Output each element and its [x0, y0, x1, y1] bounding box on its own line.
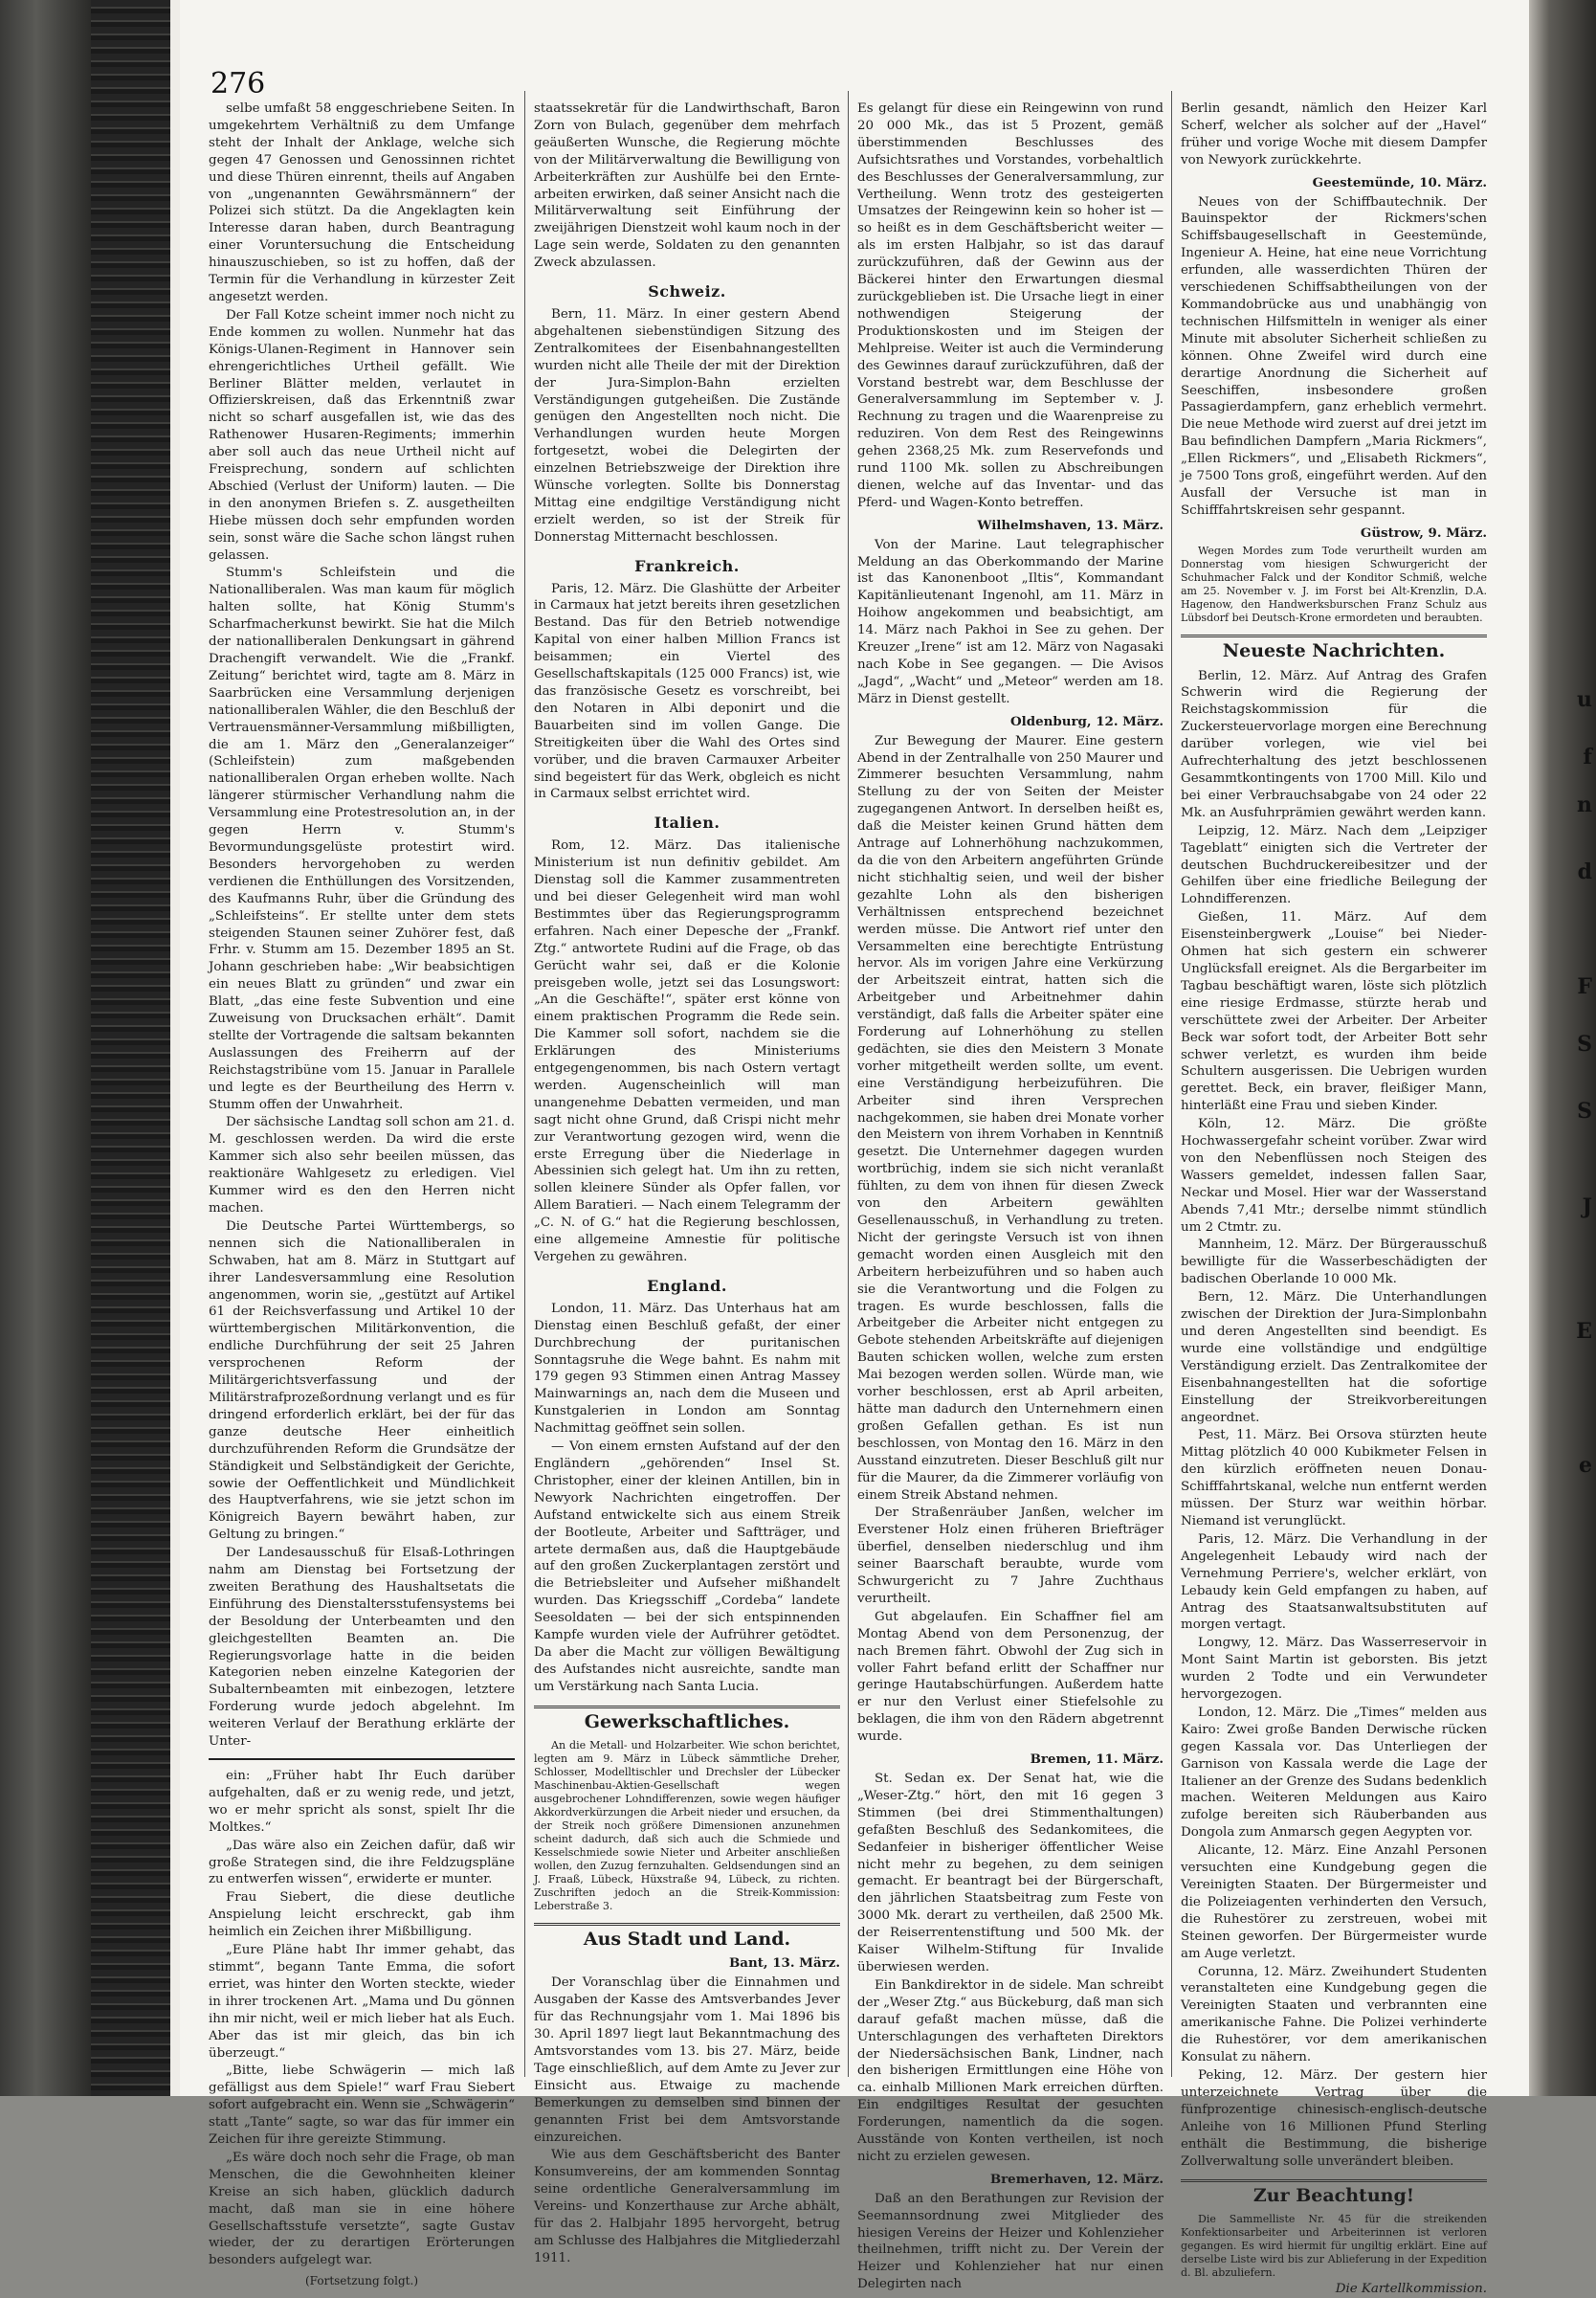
article-paragraph: Der Landesausschuß für Elsaß-Lothringen nahm am Dienstag bei Fortsetzung der zweiten Berathung des Haushaltsetats die Einführung des Dienstaltersstufensystems bei der Besoldung der Unterbeamten und den gleichgestellten Beamten an. Die Regierungsvorlage hatte in die beiden Kategorien neben einzelne Kategorien der Subalternbeamten mit einbezogen, letztere Forderung wurde jedoch abgelehnt. Im weiteren Verlauf der Berathung erklärte der Unter-	[209, 1546, 515, 1750]
article-paragraph: — Von einem ernsten Aufstand auf der den Engländern „gehörenden“ Insel St. Christopher, einer der kleinen Antillen, bin in Newyork Nachrichten eingetroffen. Der Aufstand entwickelte sich aus einem Streik der Bootleute, Arbeiter und Saftträger, und artete dermaßen aus, daß die Hauptgebäude auf den großen Zuckerplantagen zerstört und die Betriebsleiter und Aufseher mißhandelt wurden. Das Kriegsschiff „Cordeba“ landete Seesoldaten — bei der sich entspinnenden Kampfe wurden viele der Aufrührer getödtet. Da aber die Macht zur völligen Bewältigung des Aufstandes nicht ausreichte, sandte man um Verstärkung nach Santa Lucia.	[534, 1439, 840, 1694]
next-page-text-fragment: S	[1577, 1032, 1592, 1057]
small-print-notice: An die Metall- und Holzarbeiter. Wie schon berichtet, legten am 9. März in Lübeck sämmtliche Dreher, Schlosser, Modelltischler und Drechsler der Lübecker Maschinenbau-Aktien-Gesellschaft wegen ausgebrochener Lohndifferenzen, sowie wegen häufiger Akkordverkürzungen die Arbeit nieder und ersuchen, da der Streik noch größere Dimensionen anzunehmen scheint dadurch, daß sich auch die Schmiede und Kesselschmiede sowie Nieter und Arbeiter anschließen wollen, den Zuzug fernzuhalten. Geldsendungen sind an J. Fraaß, Lübeck, Hüxstraße 94, Lübeck, zu richten. Zuschriften jedoch an die Streik-Kommission: Leberstraße 3.	[534, 1738, 840, 1912]
article-paragraph: Corunna, 12. März. Zweihundert Studenten veranstalteten eine Kundgebung gegen die Vereinigten Staaten und verbrannten eine amerikanische Fahne. Die Polizei verhinderte die Ruhestörer, vor dem amerikanischen Konsulat zu nähern.	[1181, 1964, 1487, 2065]
article-paragraph: Paris, 12. März. Die Verhandlung in der Angelegenheit Lebaudy wird nach der Vernehmung Perriere's, welcher erklärt, von Lebaudy kein Geld empfangen zu haben, auf Antrag des Staatsanwaltsubstituten auf morgen vertagt.	[1181, 1531, 1487, 1633]
article-paragraph: Stumm's Schleifstein und die Nationalliberalen. Was man kaum für möglich halten sollte, hat König Stumm's Scharfmacherkunst bewirkt. Sie hat die Milch der nationalliberalen Denkungsart in gährend Drachengift verwandelt. Wie die „Frankf. Zeitung“ berichtet wird, tagte am 8. März in Saarbrücken eine Versammlung derjenigen nationalliberalen Wähler, die den Beschluß der Vertrauensmänner-Versammlung mißbilligten, die am 1. März den „Generalanzeiger“ (Schleifstein) zum maßgebenden nationalliberalen Organ erheben wollte. Nach längerer stürmischer Verhandlung nahm die Versammlung eine Protestresolution an, in der gegen Herrn v. Stumm's Bevormundungsgelüste protestirt wird. Besonders hervorgehoben zu werden verdienen die Enthüllungen des Vorsitzenden, des Kaufmanns Ruhr, über die Gründung des „Schleifsteins“. Er stellte unter dem stets steigenden Staunen seiner Zuhörer fest, daß Frhr. v. Stumm am 15. Dezember 1895 an St. Johann geschrieben habe: „Wir beabsichtigen ein neues Blatt zu gründen“ und zwar ein Blatt, „das eine feste Subvention und eine Zuweisung von Drucksachen erhält“. Damit stellte der Vortragende die saltsam bekannten Auslassungen des Freiherrn auf der Reichstagstribüne vom 15. Januar in Parallele und legte es der Beurtheilung des Herrn v. Stumm offen der Unwahrheit.	[209, 566, 515, 1112]
next-page-text-fragment: J	[1582, 1194, 1592, 1219]
notice-signature: Die Kartellkommission.	[1335, 2282, 1487, 2297]
article-paragraph: Gießen, 11. März. Auf dem Eisensteinbergwerk „Louise“ bei Nieder-Ohmen hat sich gestern ein schwerer Unglücksfall ereignet. Als die Bergarbeiter im Tagbau beschäftigt waren, löste sich plötzlich eine riesige Erdmasse, stürzte herab und verschüttete zwei der Arbeiter. Der Arbeiter Beck war sofort todt, der Arbeiter Bott sehr schwer verletzt, es wurden ihm beide Schultern ausgerissen. Die Uebrigen wurden gerettet. Beck, ein braver, fleißiger Mann, hinterläßt eine Frau und sieben Kinder.	[1181, 910, 1487, 1114]
article-paragraph: London, 12. März. Die „Times“ melden aus Kairo: Zwei große Banden Derwische rücken gegen Kassala vor. Das Unterliegen der Garnison von Kassala werde die Lage der Italiener an der Grenze des Sudans bedenklich machen. Weiteren Meldungen aus Kairo zufolge bereiten sich Räuberbanden aus Dongola zum Anmarsch gegen Aegypten vor.	[1181, 1705, 1487, 1841]
feuilleton-divider	[209, 1758, 515, 1760]
section-banner: Zur Beachtung!	[1181, 2179, 1487, 2205]
dateline: Wilhelmshaven, 13. März.	[977, 517, 1164, 533]
dateline: Bremen, 11. März.	[1030, 1751, 1164, 1768]
article-paragraph: Rom, 12. März. Das italienische Ministerium ist nun definitiv gebildet. Am Dienstag soll die Kammer zusammentreten und bei dieser Gelegenheit wird man wohl Bestimmtes über das Regierungsprogramm erfahren. Nach einer Depesche der „Frankf. Ztg.“ antwortete Rudini auf die Frage, ob das Gerücht wahr sei, daß er die Kolonie preisgeben wolle, jetzt sei das Losungswort: „An die Geschäfte!“, später erst könne von einem praktischen Programm die Rede sein. Die Kammer soll sofort, nachdem sie die Erklärungen des Ministeriums entgegengenommen, bis nach Ostern vertagt werden. Augenscheinlich will man unangenehme Debatten vermeiden, und man sagt nicht ohne Grund, daß Crispi nicht mehr zur Verantwortung gezogen wird, wenn die erste Erregung über die Niederlage in Abessinien sich gelegt hat. Um ihn zu retten, sollen kleinere Sünder als Opfer fallen, vor Allem Baratieri. — Nach einem Telegramm der „C. N. of G.“ hat die Regierung beschlossen, eine allgemeine Amnestie für politische Vergehen zu gewähren.	[534, 838, 840, 1264]
article-paragraph: Von der Marine. Laut telegraphischer Meldung an das Oberkommando der Marine ist das Kanonenboot „Iltis“, Kommandant Kapitänlieutenant Ingenohl, am 11. März in Hoihow angekommen und beabsichtigt, am 14. März nach Pakhoi in See zu gehen. Der Kreuzer „Irene“ ist am 12. März von Nagasaki nach Kobe in See gegangen. — Die Avisos „Jagd“, „Wacht“ und „Meteor“ werden am 18. März in Dienst gestellt.	[857, 537, 1164, 706]
book-spine	[91, 0, 177, 2096]
article-paragraph: Der Voranschlag über die Einnahmen und Ausgaben der Kasse des Amtsverbandes Jever für das Rechnungsjahr vom 1. Mai 1896 bis 30. April 1897 liegt laut Bekanntmachung des Amtsvorstandes vom 13. bis 27. März, beide Tage einschließlich, auf dem Amte zu Jever zur Einsicht aus. Etwaige zu machende Bemerkungen zu demselben sind binnen der genannten Frist bei dem Amtsvorstande einzureichen.	[534, 1975, 840, 2145]
article-paragraph: St. Sedan ex. Der Senat hat, wie die „Weser-Ztg.“ hört, den mit 16 gegen 3 Stimmen (bei drei Stimmenthaltungen) gefaßten Beschluß des Sedankomitees, die Sedanfeier in bisheriger öffentlicher Weise nicht mehr zu begehen, zu dem seinigen gemacht. Er beantragt bei der Bürgerschaft, den jährlichen Staatsbeitrag zum Feste von 3000 Mk. derart zu vertheilen, daß 2500 Mk. der Reiserrentenstiftung und 500 Mk. der Kaiser Wilhelm-Stiftung für Invalide überwiesen werden.	[857, 1772, 1164, 1974]
next-page-text-fragment: f	[1583, 745, 1592, 770]
column-rule	[848, 91, 849, 2077]
article-paragraph: Longwy, 12. März. Das Wasserreservoir in Mont Saint Martin ist geborsten. Bis jetzt wurden 2 Todte und ein Verwundeter hervorgezogen.	[1181, 1636, 1487, 1703]
article-paragraph: Der Fall Kotze scheint immer noch nicht zu Ende kommen zu wollen. Nunmehr hat das Königs-Ulanen-Regiment in Hannover sein ehrengerichtliches Urtheil gefällt. Wie Berliner Blätter melden, verlautet in Offizierskreisen, daß das Erkenntniß zwar nicht so scharf ausgefallen ist, wie das des Rathenower Husaren-Regiments; immerhin aber soll auch das neue Urtheil nicht auf Freisprechung, sondern auf schlichten Abschied (Verlust der Uniform) lauten. — Die in den anonymen Briefen s. Z. ausgetheilten Hiebe müssen doch sehr empfunden worden sein, sonst wäre die Sache schon längst ruhen gelassen.	[209, 307, 515, 563]
article-paragraph: London, 11. März. Das Unterhaus hat am Dienstag einen Beschluß gefaßt, der einer Durchbrechung der puritanischen Sonntagsruhe die Wege bahnt. Es nahm mit 179 gegen 93 Stimmen einen Antrag Massey Mainwarnings an, nach dem die Museen und Kunstgalerien in London am Sonntag Nachmittag geöffnet sein sollen.	[534, 1301, 840, 1437]
dateline: Bant, 13. März.	[728, 1955, 840, 1972]
dateline: Oldenburg, 12. März.	[1010, 713, 1164, 729]
next-page-text-fragment: n	[1577, 792, 1592, 817]
column-1	[209, 100, 515, 2288]
next-page-text-fragment: F	[1577, 974, 1592, 999]
dateline: Geestemünde, 10. März.	[1312, 174, 1487, 190]
section-heading: Frankreich.	[634, 556, 740, 575]
dateline: Güstrow, 9. März.	[1360, 524, 1487, 541]
newspaper-page	[180, 0, 1534, 2297]
article-paragraph: Köln, 12. März. Die größte Hochwassergefahr scheint vorüber. Zwar wird von den Nebenflüssen noch Steigen des Wassers gemeldet, indessen fallen Saar, Neckar und Mosel. Hier war der Wasserstand Abends 7,41 Mtr.; derselbe nimmt stündlich um 2 Ctmtr. zu.	[1181, 1117, 1487, 1235]
article-paragraph: „Das wäre also ein Zeichen dafür, daß wir große Strategen sind, die ihre Feldzugspläne zu entwerfen wissen“, erwiderte er munter.	[209, 1838, 515, 1887]
next-page-text-fragment: S	[1577, 1099, 1592, 1124]
article-paragraph: Wie aus dem Geschäftsbericht des Banter Konsumvereins, der am kommenden Sonntag seine ordentliche Generalversammlung im Vereins- und Konzerthause zur Arche abhält, für das 2. Halbjahr 1895 hervorgeht, betrug am Schlusse des Halbjahres die Mitgliederzahl 1911.	[534, 2148, 840, 2265]
column-2	[534, 100, 841, 2265]
article-paragraph: Mannheim, 12. März. Der Bürgerausschuß bewilligte für die Wasserbeschädigten der badischen Oberlande 10 000 Mk.	[1181, 1238, 1487, 1287]
page-gutter-edge	[170, 0, 180, 2096]
section-banner: Gewerkschaftliches.	[534, 1706, 840, 1731]
article-paragraph: Berlin gesandt, nämlich den Heizer Karl Scherf, welcher als solcher auf der „Havel“ früher und vorige Woche mit diesem Dampfer von Newyork zurückkehrte.	[1181, 101, 1487, 167]
book-binding	[0, 0, 91, 2096]
next-page-text-fragment: e	[1579, 1453, 1592, 1478]
article-paragraph: selbe umfaßt 58 enggeschriebene Seiten. In umgekehrtem Verhältniß zu dem Umfange steht der Inhalt der Anklage, welche sich gegen 47 Genossen und Genossinnen richtet und diese Thüren einrennt, theils auf Angaben von „ungenannten Gewährsmännern“ der Polizei sich stützt. Da die Angeklagten kein Interesse daran haben, durch Beantragung einer Voruntersuchung die Entscheidung hinauszuschieben, so ist zu hoffen, daß der Termin für die Verhandlung in kürzester Zeit angesetzt werden.	[209, 101, 515, 304]
article-paragraph: Die Deutsche Partei Württembergs, so nennen sich die Nationalliberalen in Schwaben, hat am 8. März in Stuttgart auf ihrer Landesversammlung eine Resolution angenommen, worin sie, „gestützt auf Artikel 61 der Reichsverfassung und Artikel 10 der württembergischen Militärkonvention, die endliche Durchführung der seit 25 Jahren versprochenen Reform der Militärgerichtsverfassung und der Militärstrafprozeßordnung verlangt und es für dringend erforderlich erklärt, bei der für das ganze deutsche Heer einheitlich durchzuführenden Reform die Grundsätze der Ständigkeit und Selbständigkeit der Gerichte, sowie der Oeffentlichkeit und Mündlichkeit des Hauptverfahrens, wie sie jetzt schon im Königreich Bayern bewährt haben, zur Geltung zu bringen.“	[209, 1218, 515, 1543]
column-3	[857, 100, 1164, 2292]
section-banner: Aus Stadt und Land.	[534, 1923, 840, 1949]
small-print-notice: Wegen Mordes zum Tode verurtheilt wurden am Donnerstag vom hiesigen Schwurgericht der Schuhmacher Falck und der Konditor Schmiß, welche am 25. November v. J. im Forst bei Alt-Krenzlin, D.A. Hagenow, den Handwerksburschen Franz Schulz aus Lübsdorf bei Deutsch-Krone ermordeten und beraubten.	[1181, 544, 1487, 624]
article-paragraph: „Bitte, liebe Schwägerin — mich laß gefälligst aus dem Spiele!“ warf Frau Siebert sofort aufgebracht ein. Wenn sie „Schwägerin“ statt „Tante“ sagte, so war das für immer ein Zeichen für ihre gereizte Stimmung.	[209, 2064, 515, 2148]
article-paragraph: Leipzig, 12. März. Nach dem „Leipziger Tageblatt“ einigten sich die Vertreter der deutschen Buchdruckereibesitzer und der Gehilfen über eine friedliche Beilegung der Lohndifferenzen.	[1181, 823, 1487, 907]
article-paragraph: Zur Bewegung der Maurer. Eine gestern Abend in der Zentralhalle von 250 Maurer und Zimmerer besuchten Versammlung, nahm Stellung zu der von Seiten der Meister zugegangenen Antwort. In derselben heißt es, daß die Meister keinen Grund hätten dem Antrage auf Lohnerhöhung nachzukommen, da die von den Arbeitern angeführten Gründe nicht stichhaltig seien, und weil der bisher gezahlte Lohn als den bisherigen Verhältnissen entsprechend bezeichnet werden müsse. Die Antwort rief unter den Versammelten eine berechtigte Entrüstung hervor. Als im vorigen Jahre eine Verkürzung der Arbeitszeit eintrat, hatten sich die Arbeitgeber und Arbeitnehmer dahin verständigt, daß falls die Arbeiter später eine Forderung auf Lohnerhöhung zu stellen gedächten, sie dies den Meistern 3 Monate vorher mitgetheilt werden sollte, um event. eine Verständigung herbeizuführen. Die Arbeiter sind ihren Versprechen nachgekommen, sie haben drei Monate vorher den Meistern von ihrem Vorhaben in Kenntniß gesetzt. Die Unternehmer dagegen wurden wortbrüchig, indem sie sich nicht veranlaßt fühlten, zu dem von ihnen für diesen Zweck von den Arbeitern gewählten Gesellenausschuß, in Verhandlung zu treten. Nicht der geringste Versuch ist von ihnen gemacht worden einen Ausgleich mit den Arbeitern herbeizuführen und so haben auch sie die Verantwortung und die Folgen zu tragen. Es wurde beschlossen, falls die Arbeitgeber die Arbeiter nicht entgegen zu Gebote stehenden Arbeitskräfte auf diejenigen Bauten schicken wollen, welche zum ersten Mai bezogen werden sollen. Würde man, wie vorher beschlossen, erst ab April arbeiten, hätte man dadurch den Unternehmern einen großen Gefallen gethan. Es ist nun beschlossen, von Montag den 16. März in den Ausstand einzutreten. Dieser Beschluß gilt nur für die Maurer, da die Zimmerer vorläufig von einem Streik Abstand nehmen.	[857, 733, 1164, 1503]
article-paragraph: Pest, 11. März. Bei Orsova stürzten heute Mittag plötzlich 40 000 Kubikmeter Felsen in den kürzlich eröffneten neuen Donau-Schifffahrtskanal, welche nun entfernt werden müssen. Der Sturz war weithin hörbar. Niemand ist verunglückt.	[1181, 1428, 1487, 1528]
section-banner: Neueste Nachrichten.	[1181, 635, 1487, 660]
article-paragraph: Neues von der Schiffbautechnik. Der Bauinspektor der Rickmers'schen Schiffsbaugesellschaft in Geestemünde, Ingenieur A. Heine, hat eine neue Vorrichtung erfunden, alle wasserdichten Thüren der verschiedenen Schiffsabtheilungen von der Kommandobrücke aus und unabhängig von technischen Hilfsmitteln in weniger als einer Minute mit absoluter Sicherheit schließen zu können. Ohne Zweifel wird durch eine derartige Anordnung die Sicherheit auf Seeschiffen, insbesondere großen Passagierdampfern, ganz erheblich vermehrt. Die neue Methode wird zuerst auf drei jetzt im Bau befindlichen Dampfern „Maria Rickmers“, „Ellen Rickmers“, und „Elisabeth Rickmers“, je 7500 Tons groß, eingeführt werden. Auf den Ausfall der Versuche ist man in Schifffahrtskreisen sehr gespannt.	[1181, 194, 1487, 518]
next-page-text-fragment: u	[1577, 687, 1592, 712]
next-page-text-fragment: E	[1576, 1319, 1592, 1344]
article-paragraph: Der sächsische Landtag soll schon am 21. d. M. geschlossen werden. Da wird die erste Kammer sich also sehr beeilen müssen, das reaktionäre Wahlgesetz zu erledigen. Viel Kummer wird es den den Herren nicht machen.	[209, 1115, 515, 1216]
section-heading: Italien.	[654, 814, 720, 833]
article-paragraph: „Es wäre doch noch sehr die Frage, ob man Menschen, die die Gewohnheiten kleiner Kreise an sich haben, glücklich dadurch macht, daß man sie in eine höhere Gesellschaftsstufe versetzte“, sagte Gustav wieder, der zu derartigen Erörterungen besonders aufgelegt war.	[209, 2150, 515, 2268]
article-paragraph: ein: „Früher habt Ihr Euch darüber aufgehalten, daß er zu wenig rede, und jetzt, wo er mehr spricht als sonst, spielt Ihr die Moltkes.“	[209, 1769, 515, 1835]
section-heading: England.	[647, 1276, 727, 1295]
article-paragraph: Gut abgelaufen. Ein Schaffner fiel am Montag Abend von dem Personenzug, der nach Bremen fährt. Obwohl der Zug sich in voller Fahrt befand erlitt der Schaffner nur geringe Hautabschürfungen. Außerdem hatte er nur den Verlust einer Stiefelsohle zu beklagen, die ihm von den Rädern abgetrennt wurde.	[857, 1609, 1164, 1745]
page-number: 276	[211, 67, 266, 100]
dateline: Bremerhaven, 12. März.	[989, 2171, 1164, 2187]
article-paragraph: Bern, 12. März. Die Unterhandlungen zwischen der Direktion der Jura-Simplonbahn und deren Angestellten sind beendigt. Es wurde eine vollständige und endgültige Verständigung erzielt. Das Zentralkomitee der Eisenbahnangestellten hat die sofortige Einstellung der Streikvorbereitungen angeordnet.	[1181, 1290, 1487, 1425]
article-paragraph: Berlin, 12. März. Auf Antrag des Grafen Schwerin wird die Regierung der Reichstagskommission für die Zuckersteuervorlage morgen eine Berechnung darüber vorlegen, wie viel bei Aufrechterhaltung des jetzt beschlossenen Gesammtkontingents von 1700 Mill. Kilo und bei einer Verbrauchsabgabe von 24 oder 22 Mk. an Ausfuhrprämien gewährt werden kann.	[1181, 668, 1487, 820]
column-4	[1181, 100, 1487, 2297]
next-page-text-fragment: d	[1577, 859, 1592, 884]
section-heading: Schweiz.	[648, 282, 726, 301]
article-paragraph: „Eure Pläne habt Ihr immer gehabt, das stimmt“, begann Tante Emma, die sofort erriet, was hinter den Worten steckte, wieder in ihrer trockenen Art. „Mama und Du gönnen ihn mir nicht, weil er mich lieber hat als Euch. Aber das ist mir gleich, das bin ich überzeugt.“	[209, 1943, 515, 2061]
column-rule	[524, 91, 525, 2077]
article-paragraph: Paris, 12. März. Die Glashütte der Arbeiter in Carmaux hat jetzt bereits ihren gesetzlichen Bestand. Das für den Betrieb notwendige Kapital von einer halben Million Francs ist beisammen; ein Viertel des Gesellschaftskapitals (125 000 Francs) ist, wie das französische Gesetz es vorschreibt, bei den Notaren in Albi deponirt und die Bauarbeiten sind im vollen Gange. Die Streitigkeiten über die Wahl des Ortes sind vorüber, und die braven Carmauxer Arbeiter sind begeistert für das Werk, obgleich es nicht in Carmaux selbst errichtet wird.	[534, 581, 840, 802]
article-paragraph: staatssekretär für die Landwirthschaft, Baron Zorn von Bulach, gegenüber dem mehrfach geäußerten Wunsche, die Regierung möchte von der Militärverwaltung die Bewilligung von Arbeiterkräften zur Aushülfe bei den Ernte-arbeiten erwirken, daß seiner Ansicht nach die Militärverwaltung seit Einführung der zweijährigen Dienstzeit wohl kaum noch in der Lage sein werde, Soldaten zu den genannten Zweck abzulassen.	[534, 101, 841, 271]
article-paragraph: Frau Siebert, die diese deutliche Anspielung leicht erschreckt, gab ihm heimlich ein Zeichen ihrer Mißbilligung.	[209, 1890, 515, 1940]
small-print-notice: Die Sammelliste Nr. 45 für die streikenden Konfektionsarbeiter und Arbeiterinnen ist verloren gegangen. Es wird hiermit für ungiltig erklärt. Eine auf derselbe Liste wird bis zur Ablieferung in der Expedition d. Bl. abzuliefern.	[1181, 2213, 1487, 2280]
article-paragraph: Bern, 11. März. In einer gestern Abend abgehaltenen siebenstündigen Sitzung des Zentralkomitees der Eisenbahnangestellten wurden nicht alle Theile der mit der Direktion der Jura-Simplon-Bahn erzielten Verständigungen gutgeheißen. Die Zustände genügen den Angestellten noch nicht. Die Verhandlungen wurden heute Morgen fortgesetzt, wobei die Delegirten der einzelnen Betriebszweige der Direktion ihre Wünsche vorlegten. Sollte bis Donnerstag Mittag eine endgiltige Verständigung nicht erzielt werden, so ist der Streik für Donnerstag Mitternacht beschlossen.	[534, 306, 840, 545]
article-paragraph: Alicante, 12. März. Eine Anzahl Personen versuchten eine Kundgebung gegen die Vereinigten Staaten. Der Bürgermeister und die Polizeiagenten verhinderten den Versuch, die Ruhestörer zu zerstreuen, wobei mit Steinen geworfen. Der Bürgermeister wurde am Auge verletzt.	[1181, 1843, 1487, 1961]
continuation-note: (Fortsetzung folgt.)	[305, 2274, 418, 2288]
article-paragraph: Der Straßenräuber Janßen, welcher im Everstener Holz einen früheren Briefträger überfiel, denselben niederschlug und ihm seiner Baarschaft beraubte, wurde vom Schwurgericht zu 7 Jahre Zuchthaus verurtheilt.	[857, 1506, 1164, 1606]
article-paragraph: Daß an den Berathungen zur Revision der Seemannsordnung zwei Mitglieder des hiesigen Vereins der Heizer und Kohlenzieher theilnehmen, trifft nicht zu. Der Verein der Heizer und Kohlenzieher hat nur einen Delegirten nach	[857, 2191, 1164, 2292]
article-paragraph: Es gelangt für diese ein Reingewinn von rund 20 000 Mk., das ist 5 Prozent, gemäß überstimmenden Beschlusses des Aufsichtsrathes und Vorstandes, vorbehaltlich des Beschlusses der Generalversammlung, zur Vertheilung. Wenn trotz des gesteigerten Umsatzes der Reingewinn kein so hoher ist — so heißt es in dem Geschäftsbericht weiter — als im ersten Halbjahr, so ist das darauf zurückzuführen, daß der Gewinn aus der Bäckerei hinter den Erwartungen diesmal zurückgeblieben ist. Die Ursache liegt in einer nothwendigen Steigerung der Produktionskosten und im Steigen der Mehlpreise. Weiter ist auch die Verminderung des Gewinnes darauf zurückzuführen, daß der Vorstand bestrebt war, dem Beschlusse der Generalversammlung im September v. J. Rechnung zu tragen und die Waarenpreise zu reduziren. Von dem Rest des Reingewinns gehen 2368,25 Mk. zum Reservefonds und rund 1100 Mk. sollen zu Abschreibungen dienen, welche auf das Inventar- und das Pferd- und Wagen-Konto betreffen.	[857, 101, 1164, 510]
article-paragraph: Peking, 12. März. Der gestern hier unterzeichnete Vertrag über die fünfprozentige chinesisch-englisch-deutsche Anleihe von 16 Millionen Pfund Sterling enthält die Bestimmung, die bisherige Zollverwaltung solle unverändert bleiben.	[1181, 2067, 1487, 2169]
next-page-edge	[1529, 0, 1596, 2096]
column-rule	[1171, 91, 1172, 2077]
article-paragraph: Ein Bankdirektor in de sidele. Man schreibt der „Weser Ztg.“ aus Bückeburg, daß man sich darauf gefaßt machen müsse, daß die Unterschlagungen des verhafteten Direktors der Niedersächsischen Bank, Lindner, nach den bisherigen Ermittlungen eine Höhe von ca. einhalb Millionen Mark erreichen dürften. Ein endgiltiges Resultat der gesuchten Forderungen, namentlich da die sogen. Ausstände von Konten vertheilen, ist noch nicht zu erzielen gewesen.	[857, 1977, 1164, 2164]
